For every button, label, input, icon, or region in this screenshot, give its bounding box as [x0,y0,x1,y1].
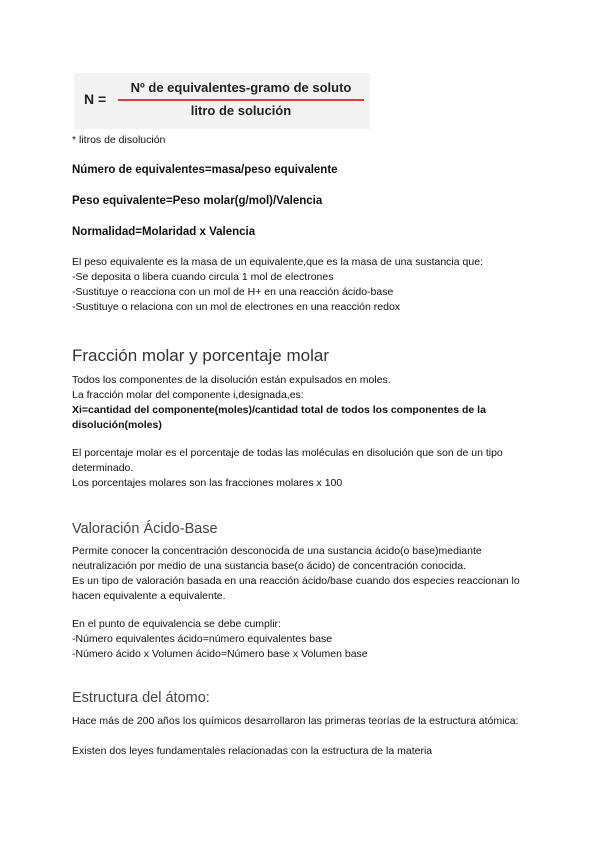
heading-estructura-atomo: Estructura del átomo: [72,690,210,706]
list-item: -Sustituye o relaciona con un mol de electrones en una reacción redox [72,301,401,313]
formula-numerator: Nº de equivalentes-gramo de soluto [130,80,352,95]
paragraph-line: Todos los componentes de la disolución están expulsados en moles. [72,374,391,386]
formula-lhs: N = [84,91,107,107]
paragraph-line: El peso equivalente es la masa de un equivalente,que es la masa de una sustancia que: [72,256,483,268]
peso-equivalente-paragraph [72,255,522,315]
eq-normalidad: Normalidad=Molaridad x Valencia [72,226,256,238]
heading-fraccion-molar: Fracción molar y porcentaje molar [72,346,329,365]
estructura-paragraph-2: Existen dos leyes fundamentales relacionadas con la estructura de la materia [72,745,433,757]
porcentaje-molar-paragraph: El porcentaje molar es el porcentaje de todas las moléculas en disolución que son de un tipo determinado. [72,447,503,474]
normality-formula [74,73,370,129]
porcentaje-molar-note: Los porcentajes molares son las fracciones molares x 100 [72,477,343,489]
fraccion-paragraph [72,373,522,433]
fraction-bar [118,99,364,101]
estructura-paragraph-1: Hace más de 200 años los químicos desarrollaron las primeras teorías de la estructura atómica: [72,715,519,727]
list-item: -Se deposita o libera cuando circula 1 mol de electrones [72,271,334,283]
equivalencia-paragraph [72,617,522,662]
heading-valoracion: Valoración Ácido-Base [72,521,218,537]
valoracion-paragraph-1: Permite conocer la concentración desconocida de una sustancia ácido(o base)mediante neutralización por medio de una sustancia base(o ácido) de concentración conocida. [72,545,482,572]
eq-equivalents: Número de equivalentes=masa/peso equivalente [72,164,338,176]
list-item: -Número equivalentes ácido=número equivalentes base [72,633,333,645]
paragraph-line: La fracción molar del componente i,designada,es: [72,389,304,401]
formula-denominator: litro de solución [190,103,292,118]
note-text: * litros de disolución [72,134,166,146]
eq-peso-equivalente: Peso equivalente=Peso molar(g/mol)/Valencia [72,195,323,207]
paragraph-line: En el punto de equivalencia se debe cumplir: [72,618,281,630]
list-item: -Sustituye o reacciona con un mol de H+ en una reacción ácido-base [72,286,394,298]
valoracion-paragraph-2: Es un tipo de valoración basada en una reacción ácido/base cuando dos especies reaccionan lo hacen equivalente a equivalente. [72,575,520,602]
xi-definition: Xi=cantidad del componente(moles)/cantidad total de todos los componentes de la disolución(moles) [72,404,486,431]
list-item: -Número ácido x Volumen ácido=Número base x Volumen base [72,648,368,660]
